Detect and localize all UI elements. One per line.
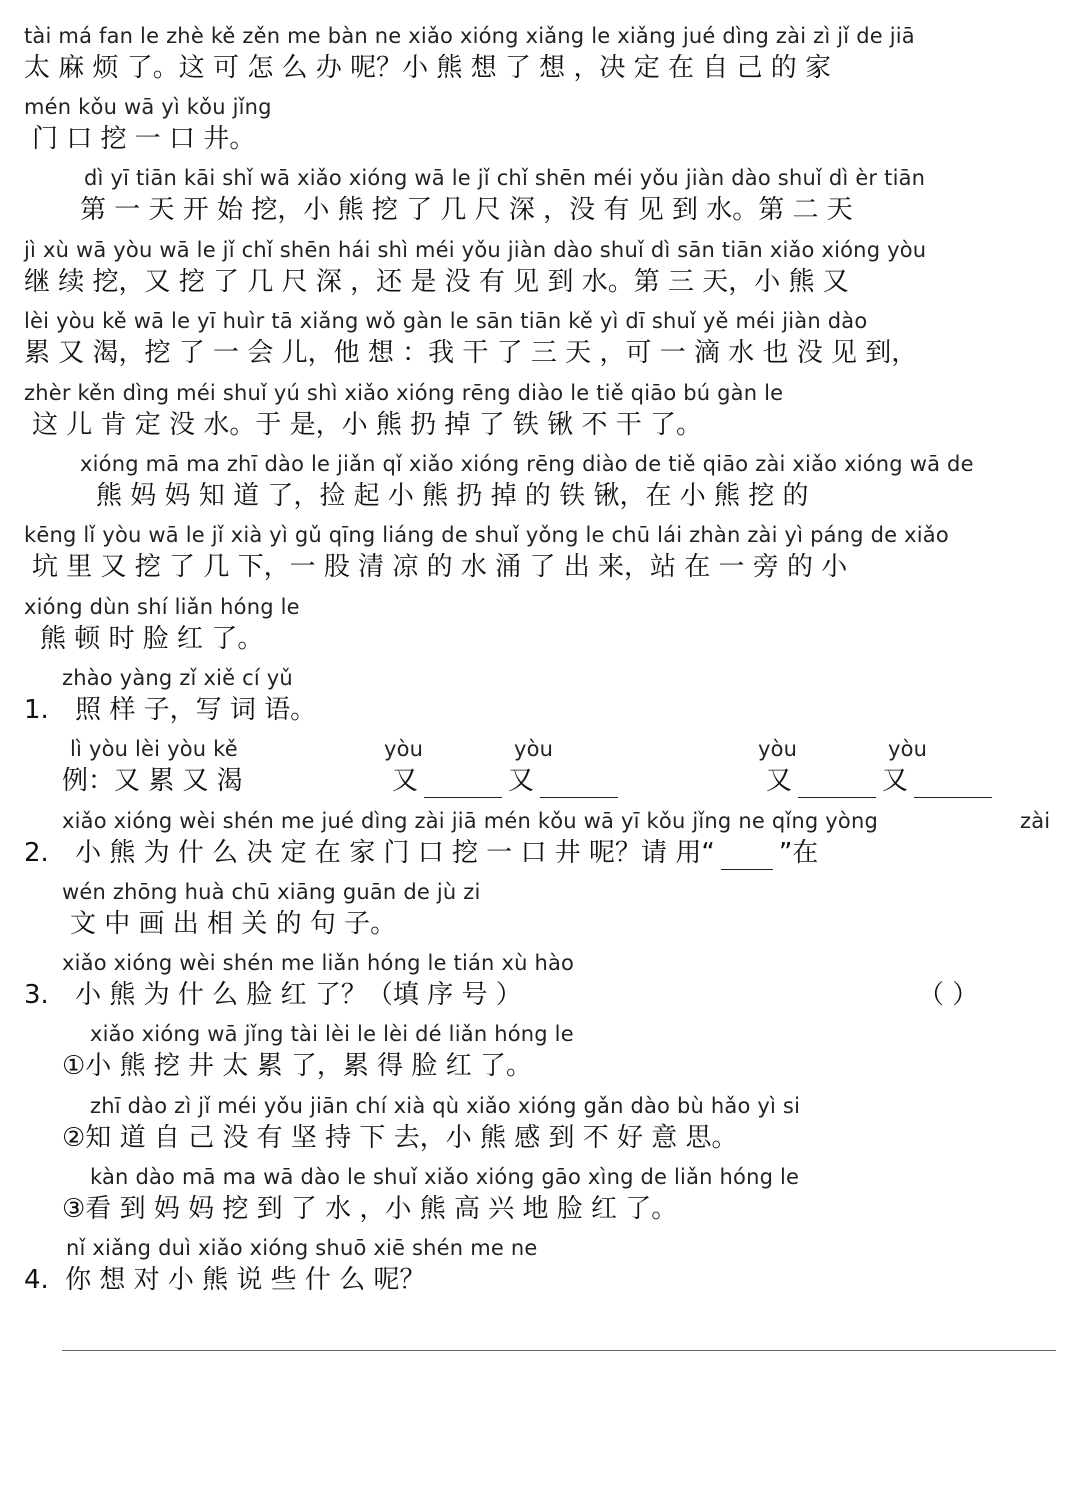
question-number: 1. [24,695,49,725]
option-pinyin: xiǎo xióng wā jǐng tài lèi le lèi dé liǎn hóng le [90,1022,574,1046]
fill-in-group-2 [766,764,998,798]
q2-pinyin-zai: zài [1020,809,1051,833]
question-text: 小 熊 为 什 么 决 定 在 家 门 口 挖 一 口 井 呢？请 用 [75,838,702,868]
question-3 [24,978,522,1012]
option-1: ①小 熊 挖 井 太 累 了，累 得 脸 红 了。 [62,1051,532,1081]
passage-line: 这 儿 肯 定 没 水。于 是，小 熊 扔 掉 了 铁 锹 不 干 了。 [32,410,702,440]
you-char: 又 [882,766,909,796]
pinyin-line: mén kǒu wā yì kǒu jǐng [24,95,272,119]
question-2 [24,836,818,870]
example-pinyin: lì yòu lèi yòu kě [70,737,238,761]
passage-line: 继 续 挖，又 挖 了 几 尺 深 ，还 是 没 有 见 到 水。第 三 天，小 熊 又 [24,267,849,297]
blank-pinyin: yòu [384,737,424,761]
answer-blank[interactable] [424,771,502,798]
answer-blank[interactable] [914,771,992,798]
question-number: 4. [24,1265,49,1295]
answer-writing-line[interactable] [62,1350,1056,1351]
question-1 [24,693,316,727]
pinyin-line: jì xù wā yòu wā le jǐ chǐ shēn hái shì méi yǒu jiàn dào shuǐ dì sān tiān xiǎo xióng yòu [24,238,927,262]
pinyin-line: zhèr kěn dìng méi shuǐ yú shì xiǎo xióng rēng diào le tiě qiāo bú gàn le [24,381,784,405]
q3-pinyin: xiǎo xióng wèi shén me liǎn hóng le tián xù hào [62,951,575,975]
question-number: 2. [24,838,49,868]
pinyin-line: kēng lǐ yòu wā le jǐ xià yì gǔ qīng liáng de shuǐ yǒng le chū lái zhàn zài yì páng de xiǎo [24,523,949,547]
fill-in-group-1 [392,764,624,798]
pinyin-line: tài má fan le zhè kě zěn me bàn ne xiǎo xióng xiǎng le xiǎng jué dìng zài zì jǐ de jiā [24,24,915,48]
q2-pinyin: xiǎo xióng wèi shén me jué dìng zài jiā mén kǒu wā yī kǒu jǐng ne qǐng yòng [62,809,879,833]
passage-line: 第 一 天 开 始 挖，小 熊 挖 了 几 尺 深 ，没 有 见 到 水。第 二 天 [80,195,853,225]
passage-line: 熊 妈 妈 知 道 了，捡 起 小 熊 扔 掉 的 铁 锹，在 小 熊 挖 的 [96,481,809,511]
quote-close: ”在 [778,838,819,868]
you-char: 又 [392,766,419,796]
symbol-blank[interactable] [721,843,773,870]
option-pinyin: kàn dào mā ma wā dào le shuǐ xiǎo xióng gāo xìng de liǎn hóng le [90,1165,800,1189]
question-text: 你 想 对 小 熊 说 些 什 么 呢？ [65,1265,426,1295]
passage-line: 累 又 渴，挖 了 一 会 儿，他 想 ：我 干 了 三 天 ，可 一 滴 水 也 没 见 到， [24,338,918,368]
q1-pinyin: zhào yàng zǐ xiě cí yǔ [62,666,293,690]
passage-line: 熊 顿 时 脸 红 了。 [40,624,264,654]
you-char: 又 [766,766,793,796]
pinyin-line: xióng mā ma zhī dào le jiǎn qǐ xiǎo xióng rēng diào de tiě qiāo zài xiǎo xióng wā de [80,452,974,476]
passage-line: 太 麻 烦 了。这 可 怎 么 办 呢？小 熊 想 了 想 ，决 定 在 自 己 的 家 [24,53,832,83]
option-2: ②知 道 自 己 没 有 坚 持 下 去，小 熊 感 到 不 好 意 思。 [62,1123,738,1153]
option-3: ③看 到 妈 妈 挖 到 了 水 ，小 熊 高 兴 地 脸 红 了。 [62,1194,678,1224]
blank-pinyin: yòu [888,737,928,761]
blank-pinyin: yòu [514,737,554,761]
q4-pinyin: nǐ xiǎng duì xiǎo xióng shuō xiē shén me ne [66,1236,538,1260]
passage-line: 门 口 挖 一 口 井。 [32,124,256,154]
passage-line: 坑 里 又 挖 了 几 下，一 股 清 凉 的 水 涌 了 出 来，站 在 一 旁 的 小 [32,552,848,582]
question-4 [24,1263,425,1297]
question-2-cont: 文 中 画 出 相 关 的 句 子。 [70,909,397,939]
blank-pinyin: yòu [758,737,798,761]
q2-pinyin-2: wén zhōng huà chū xiāng guān de jù zi [62,880,481,904]
pinyin-line: dì yī tiān kāi shǐ wā xiǎo xióng wā le jǐ chǐ shēn méi yǒu jiàn dào shuǐ dì èr tiān [84,166,926,190]
question-number: 3. [24,980,49,1010]
you-char: 又 [508,766,535,796]
answer-bracket[interactable]: （ ） [918,980,979,1010]
pinyin-line: lèi yòu kě wā le yī huìr tā xiǎng wǒ gàn le sān tiān kě yì dī shuǐ yě méi jiàn dào [24,309,868,333]
quote-open: “ [701,838,715,868]
example-text: 例：又 累 又 渴 [62,766,243,796]
answer-blank[interactable] [798,771,876,798]
question-text: 小 熊 为 什 么 脸 红 了？（填 序 号 ） [75,980,522,1010]
question-text: 照 样 子，写 词 语。 [75,695,317,725]
pinyin-line: xióng dùn shí liǎn hóng le [24,595,300,619]
answer-blank[interactable] [540,771,618,798]
option-pinyin: zhī dào zì jǐ méi yǒu jiān chí xià qù xiǎo xióng gǎn dào bù hǎo yì si [90,1094,801,1118]
